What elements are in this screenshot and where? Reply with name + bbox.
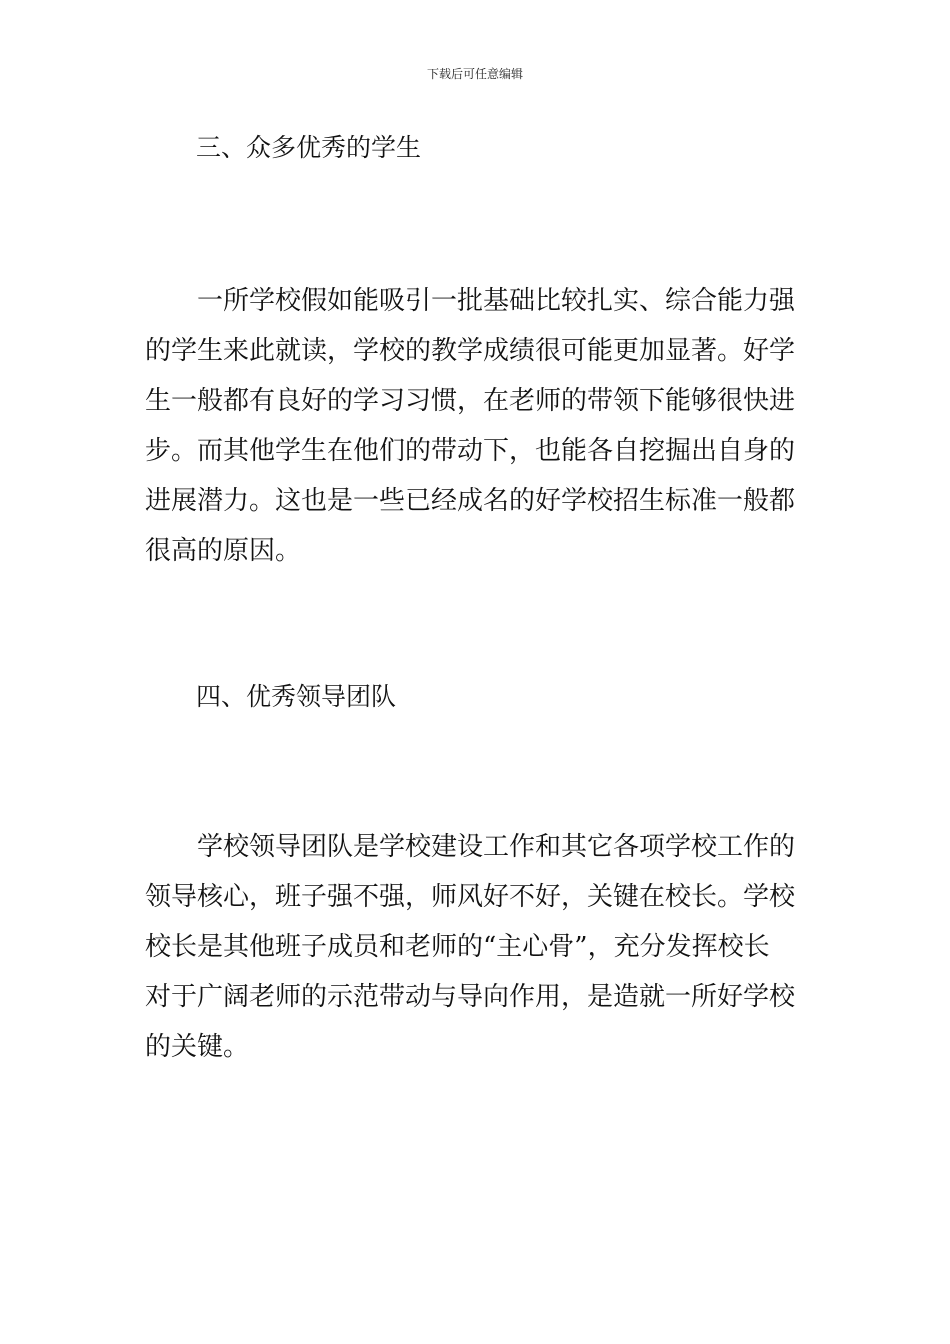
paragraph-line: 学校领导团队是学校建设工作和其它各项学校工作的 [197,832,796,862]
paragraph-line: 很高的原因。 [145,536,302,566]
paragraph-line: 对于广阔老师的示范带动与导向作用，是造就一所好学校 [145,982,796,1012]
paragraph-line: 进展潜力。这也是一些已经成名的好学校招生标准一般都 [145,486,796,516]
paragraph-students [145,282,810,582]
header-note: 下载后可任意编辑 [426,67,523,81]
section-heading-3: 三、众多优秀的学生 [196,133,422,162]
paragraph-leadership [145,828,810,1078]
section-heading-4: 四、优秀领导团队 [196,682,397,711]
paragraph-line: 生一般都有良好的学习习惯，在老师的带领下能够很快进 [145,386,796,416]
paragraph-line: 领导核心，班子强不强，师风好不好，关键在校长。学校 [145,882,796,912]
paragraph-line: 的关键。 [145,1032,250,1062]
paragraph-line: 的学生来此就读，学校的教学成绩很可能更加显著。好学 [145,336,796,366]
paragraph-line: 校长是其他班子成员和老师的“主心骨”，充分发挥校长 [145,932,770,962]
paragraph-line: 步。而其他学生在他们的带动下，也能各自挖掘出自身的 [145,436,796,466]
paragraph-line: 一所学校假如能吸引一批基础比较扎实、综合能力强 [197,286,796,316]
